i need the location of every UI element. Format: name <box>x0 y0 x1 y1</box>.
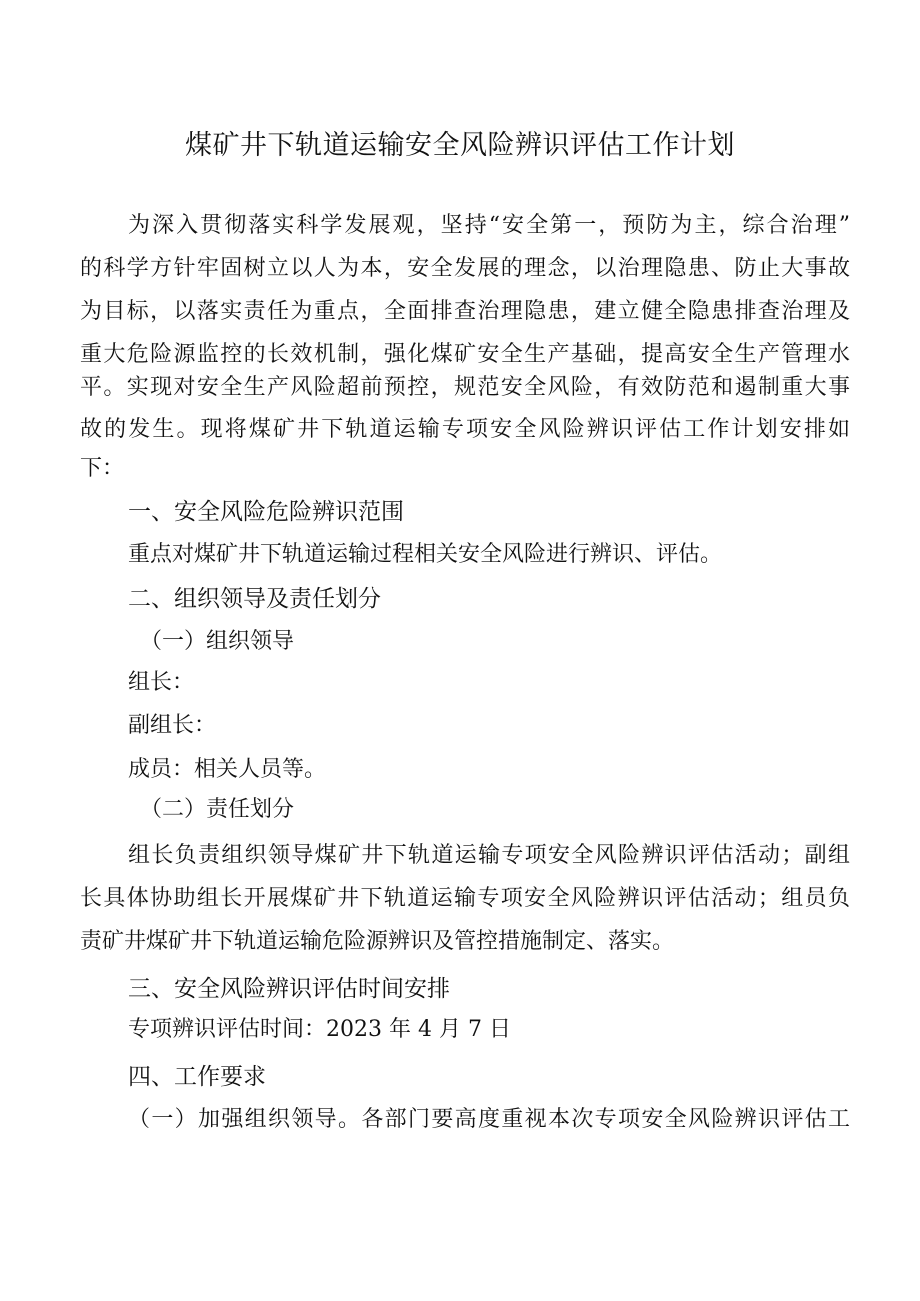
leader-line: 组长： <box>128 670 195 695</box>
intro-line-1: 为深入贯彻落实科学发展观，坚持“安全第一，预防为主，综合治理” <box>128 213 850 238</box>
deputy-leader-line: 副组长： <box>128 713 217 738</box>
intro-line-2: 的科学方针牢固树立以人为本，安全发展的理念，以治理隐患、防止大事故 <box>80 256 850 281</box>
members-line: 成员：相关人员等。 <box>128 757 327 782</box>
section-1-body: 重点对煤矿井下轨道运输过程相关安全风险进行辨识、评估。 <box>128 542 723 567</box>
section-2-sub1: （一）组织领导 <box>140 629 295 654</box>
intro-line-3: 为目标，以落实责任为重点，全面排查治理隐患，建立健全隐患排查治理及 <box>80 299 850 324</box>
duty-line-1: 组长负责组织领导煤矿井下轨道运输专项安全风险辨识评估活动；副组 <box>128 843 850 868</box>
section-2-heading: 二、组织领导及责任划分 <box>128 586 381 612</box>
section-2-sub2: （二）责任划分 <box>140 797 295 822</box>
section-1-heading: 一、安全风险危险辨识范围 <box>128 499 404 525</box>
document-title: 煤矿井下轨道运输安全风险辨识评估工作计划 <box>185 130 735 161</box>
section-4-line-1: （一）加强组织领导。各部门要高度重视本次专项安全风险辨识评估工 <box>128 1107 850 1132</box>
intro-line-7: 下： <box>80 456 125 481</box>
intro-line-5: 平。实现对安全生产风险超前预控，规范安全风险，有效防范和遏制重大事 <box>80 375 850 400</box>
intro-line-4: 重大危险源监控的长效机制，强化煤矿安全生产基础，提高安全生产管理水 <box>80 342 850 367</box>
duty-line-3: 责矿井煤矿井下轨道运输危险源辨识及管控措施制定、落实。 <box>80 929 675 954</box>
duty-line-2: 长具体协助组长开展煤矿井下轨道运输专项安全风险辨识评估活动；组员负 <box>80 886 850 911</box>
section-4-heading: 四、工作要求 <box>128 1064 266 1090</box>
section-3-body: 专项辨识评估时间：2023 年 4 月 7 日 <box>128 1017 511 1042</box>
intro-line-6: 故的发生。现将煤矿井下轨道运输专项安全风险辨识评估工作计划安排如 <box>80 417 850 442</box>
section-3-heading: 三、安全风险辨识评估时间安排 <box>128 976 450 1002</box>
